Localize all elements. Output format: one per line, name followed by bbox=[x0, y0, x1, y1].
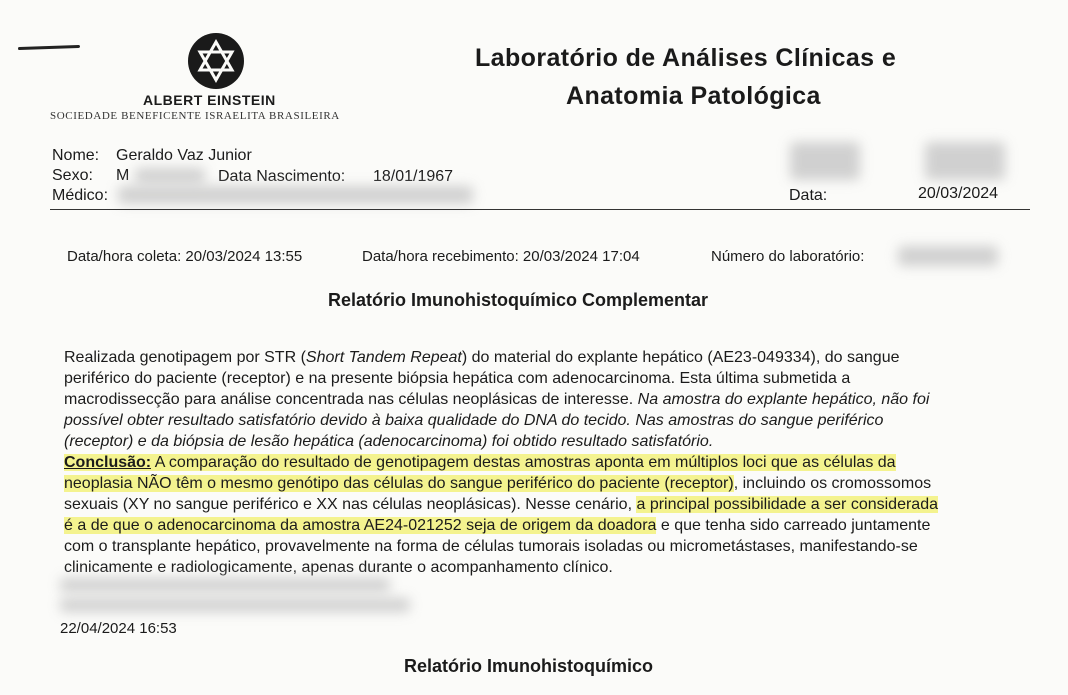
birth-label: Data Nascimento: bbox=[218, 168, 346, 185]
logo-subtitle: SOCIEDADE BENEFICENTE ISRAELITA BRASILEIRA bbox=[50, 110, 340, 122]
logo bbox=[186, 30, 246, 92]
conclusion-line: com o transplante hepático, provavelmente na forma de células tumorais isoladas ou micrometástases, manifestando-se bbox=[64, 538, 918, 555]
lab-number-label: Número do laboratório: bbox=[711, 248, 865, 265]
redacted-doctor bbox=[118, 186, 473, 204]
name-label: Nome: bbox=[52, 147, 100, 164]
report-line: Realizada genotipagem por STR (Short Tandem Repeat) do material do explante hepático (AE23-049334), do sangue bbox=[64, 349, 900, 366]
sex-label: Sexo: bbox=[52, 167, 93, 184]
report-title: Relatório Imunohistoquímico Complementar bbox=[328, 290, 709, 310]
doctor-label: Médico: bbox=[52, 187, 109, 204]
conclusion-line: neoplasia NÃO têm o mesmo genótipo das células do sangue periférico do paciente (receptor), incluindo os cromossomos bbox=[64, 475, 932, 492]
receipt-datetime: Data/hora recebimento: 20/03/2024 17:04 bbox=[362, 248, 640, 265]
conclusion-label: Conclusão: bbox=[64, 454, 152, 471]
redacted-lab-number bbox=[898, 246, 998, 266]
lab-title-line2: Anatomia Patológica bbox=[566, 82, 821, 110]
conclusion-line: clinicamente e radiologicamente, apenas durante o acompanhamento clínico. bbox=[64, 559, 613, 576]
pen-mark bbox=[18, 45, 80, 50]
redacted-block bbox=[790, 142, 860, 180]
conclusion-line: sexuais (XY no sangue periférico e XX nas células neoplásicas). Nesse cenário, a principal possibilidade a ser considerada bbox=[64, 496, 938, 513]
redacted-signature bbox=[60, 598, 410, 612]
redacted-block bbox=[925, 142, 1005, 180]
collection-datetime: Data/hora coleta: 20/03/2024 13:55 bbox=[67, 248, 303, 265]
report-line: macrodissecção para análise concentrada nas células neoplásicas de interesse. Na amostra do explante hepático, não foi bbox=[64, 391, 930, 408]
conclusion-line: é a de que o adenocarcinoma da amostra AE24-021252 seja de origem da doadora e que tenha sido carreado juntamente bbox=[64, 517, 931, 534]
redacted-block bbox=[135, 168, 205, 184]
logo-name: ALBERT EINSTEIN bbox=[143, 92, 276, 108]
birth-value: 18/01/1967 bbox=[373, 168, 454, 185]
conclusion-line: Conclusão: A comparação do resultado de genotipagem destas amostras aponta em múltiplos loci que as células da bbox=[64, 454, 896, 471]
header-divider bbox=[50, 209, 1030, 210]
report-line: periférico do paciente (receptor) e na presente biópsia hepática com adenocarcinoma. Esta última submetida a bbox=[64, 370, 851, 387]
lab-title-line1: Laboratório de Análises Clínicas e bbox=[475, 44, 897, 72]
redacted-signature bbox=[60, 578, 390, 592]
star-of-david-icon bbox=[186, 30, 246, 92]
report-line: (receptor) e da biópsia de lesão hepática (adenocarcinoma) foi obtido resultado satisfatório. bbox=[64, 433, 714, 450]
date-label: Data: bbox=[789, 187, 828, 204]
report-line: possível obter resultado satisfatório devido à baixa qualidade do DNA do tecido. Nas amostras do sangue periférico bbox=[64, 412, 884, 429]
signature-date: 22/04/2024 16:53 bbox=[60, 620, 177, 637]
next-section-title: Relatório Imunohistoquímico bbox=[404, 656, 654, 676]
date-value: 20/03/2024 bbox=[918, 185, 999, 202]
name-value: Geraldo Vaz Junior bbox=[116, 147, 252, 164]
sex-value: M bbox=[116, 167, 130, 184]
